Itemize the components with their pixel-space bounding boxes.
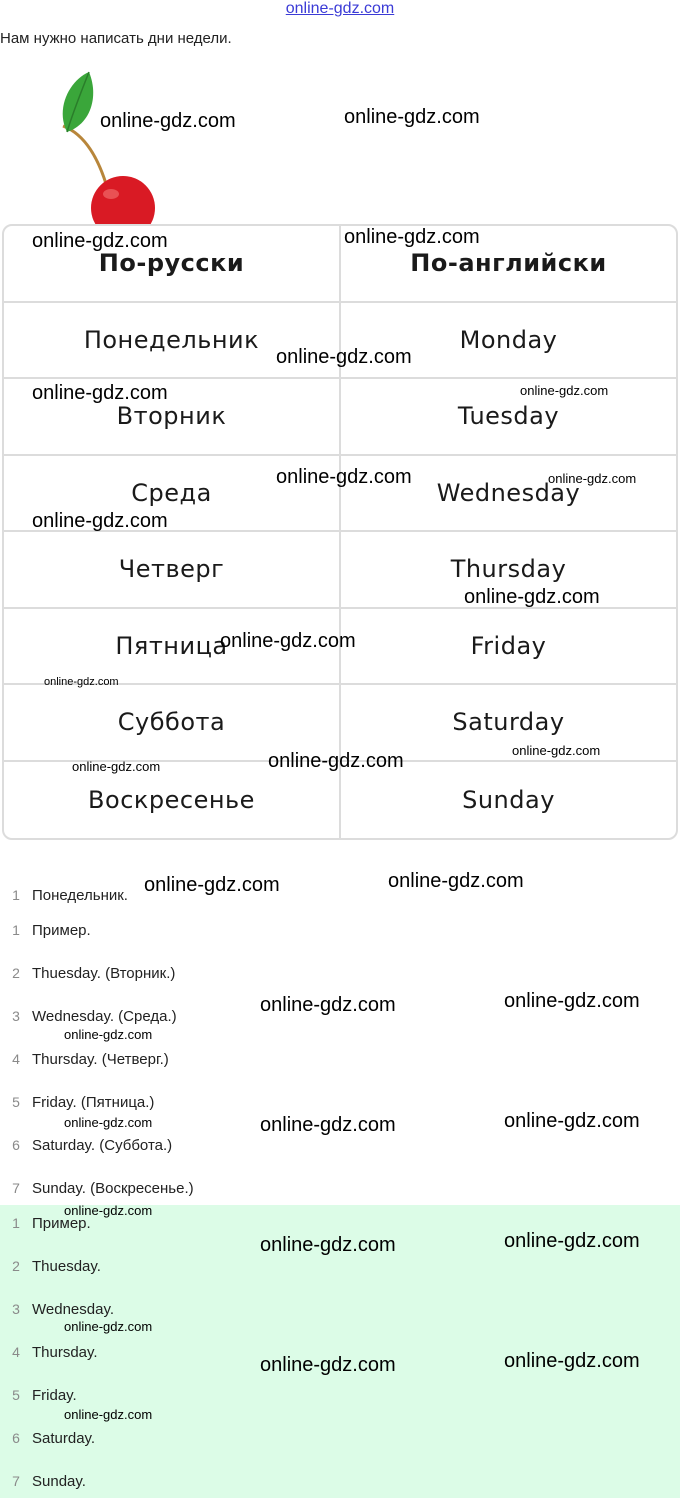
list-item: [0, 883, 128, 907]
table-cell-russian: Среда: [131, 478, 212, 507]
watermark: online-gdz.com: [32, 382, 168, 404]
table-cell-russian: Понедельник: [83, 325, 260, 354]
watermark: online-gdz.com: [64, 1407, 153, 1422]
cherry-icon: [55, 68, 165, 228]
watermark: online-gdz.com: [100, 110, 236, 132]
list-item: [0, 1047, 169, 1071]
watermark: online-gdz.com: [276, 346, 412, 368]
watermark: online-gdz.com: [220, 630, 356, 652]
watermark: online-gdz.com: [260, 1234, 396, 1256]
list-item-number: 1: [12, 887, 20, 903]
list-item-number: 3: [12, 1301, 20, 1317]
list-item-number: 2: [12, 1258, 20, 1274]
watermark: online-gdz.com: [504, 1350, 640, 1372]
list-item: [0, 918, 91, 942]
watermark: online-gdz.com: [464, 586, 600, 608]
list-item-text: Thuesday. (Вторник.): [32, 964, 176, 982]
table-cell-russian: Пятница: [115, 631, 228, 660]
list-item-text: Пример.: [32, 1214, 91, 1232]
table-cell-english: Monday: [339, 303, 676, 378]
watermark: online-gdz.com: [504, 1230, 640, 1252]
list-item-number: 1: [12, 1215, 20, 1231]
list-item-number: 7: [12, 1180, 20, 1196]
list-item-text: Friday.: [32, 1386, 77, 1404]
table-header-row: [4, 226, 676, 303]
table-cell-english: Thursday: [339, 532, 676, 607]
list-item: [0, 1297, 114, 1321]
list-item: [0, 961, 175, 985]
list-item: [0, 1254, 101, 1278]
watermark: online-gdz.com: [260, 994, 396, 1016]
watermark: online-gdz.com: [512, 743, 601, 758]
watermark: online-gdz.com: [276, 466, 412, 488]
watermark: online-gdz.com: [64, 1027, 153, 1042]
list-item-text: Thuesday.: [32, 1257, 101, 1275]
days-table: [2, 224, 678, 840]
list-item: [0, 1176, 194, 1200]
list-item-text: Понедельник.: [32, 886, 128, 904]
table-header-russian: По-русски: [98, 249, 245, 278]
list-item-text: Saturday.: [32, 1429, 96, 1447]
list-item: [0, 1469, 86, 1493]
list-item-number: 7: [12, 1473, 20, 1489]
watermark: online-gdz.com: [548, 471, 637, 486]
list-item: [0, 1211, 91, 1235]
list-item-number: 2: [12, 965, 20, 981]
table-row: [4, 609, 676, 686]
table-cell-russian: Вторник: [116, 402, 227, 431]
table-cell-english: Saturday: [339, 685, 676, 760]
table-row: [4, 379, 676, 456]
list-item-text: Thursday.: [32, 1343, 98, 1361]
list-item: [0, 1426, 95, 1450]
watermark: online-gdz.com: [260, 1354, 396, 1376]
list-item-number: 6: [12, 1430, 20, 1446]
list-item: [0, 1340, 98, 1364]
list-item: [0, 1090, 154, 1114]
list-item: [0, 1133, 172, 1157]
list-item-text: Пример.: [32, 921, 91, 939]
watermark: online-gdz.com: [44, 676, 119, 688]
watermark: online-gdz.com: [32, 510, 168, 532]
table-row: [4, 532, 676, 609]
watermark: online-gdz.com: [504, 990, 640, 1012]
site-link[interactable]: online-gdz.com: [285, 0, 395, 17]
list-item-number: 4: [12, 1344, 20, 1360]
table-cell-english: Tuesday: [339, 379, 676, 454]
table-cell-english: Friday: [339, 609, 676, 684]
list-item-text: Friday. (Пятница.): [32, 1093, 155, 1111]
list-item-number: 4: [12, 1051, 20, 1067]
table-row: [4, 762, 676, 839]
list-item-text: Thursday. (Четверг.): [32, 1050, 169, 1068]
table-row: [4, 456, 676, 533]
list-item-number: 5: [12, 1387, 20, 1403]
list-item: [0, 1383, 77, 1407]
table-header-english: По-английски: [339, 226, 676, 301]
watermark: online-gdz.com: [388, 870, 524, 892]
table-row: [4, 303, 676, 380]
table-cell-english: Sunday: [339, 762, 676, 839]
watermark: online-gdz.com: [32, 230, 168, 252]
list-item-text: Wednesday.: [32, 1300, 114, 1318]
watermark: online-gdz.com: [144, 874, 280, 896]
watermark: online-gdz.com: [72, 759, 161, 774]
highlighted-answer-block: [0, 1205, 680, 1498]
list-item-number: 5: [12, 1094, 20, 1110]
table-cell-russian: Четверг: [118, 555, 225, 584]
list-item: [0, 1004, 177, 1028]
watermark: online-gdz.com: [64, 1203, 153, 1218]
list-item-text: Sunday. (Воскресенье.): [32, 1179, 194, 1197]
watermark: online-gdz.com: [260, 1114, 396, 1136]
table-row: [4, 685, 676, 762]
watermark: online-gdz.com: [344, 106, 480, 128]
watermark: online-gdz.com: [504, 1110, 640, 1132]
list-item-text: Wednesday. (Среда.): [32, 1007, 177, 1025]
watermark: online-gdz.com: [64, 1319, 153, 1334]
watermark: online-gdz.com: [520, 383, 609, 398]
watermark: online-gdz.com: [268, 750, 404, 772]
intro-text: Нам нужно написать дни недели.: [0, 30, 232, 47]
table-cell-russian: Воскресенье: [88, 785, 255, 814]
list-item-number: 6: [12, 1137, 20, 1153]
list-item-number: 3: [12, 1008, 20, 1024]
list-item-text: Saturday. (Суббота.): [32, 1136, 173, 1154]
list-item-text: Sunday.: [32, 1472, 86, 1490]
watermark: online-gdz.com: [344, 226, 480, 248]
table-cell-russian: Суббота: [117, 708, 226, 737]
table-cell-english: Wednesday: [339, 456, 676, 531]
watermark: online-gdz.com: [64, 1115, 153, 1130]
list-item-number: 1: [12, 922, 20, 938]
